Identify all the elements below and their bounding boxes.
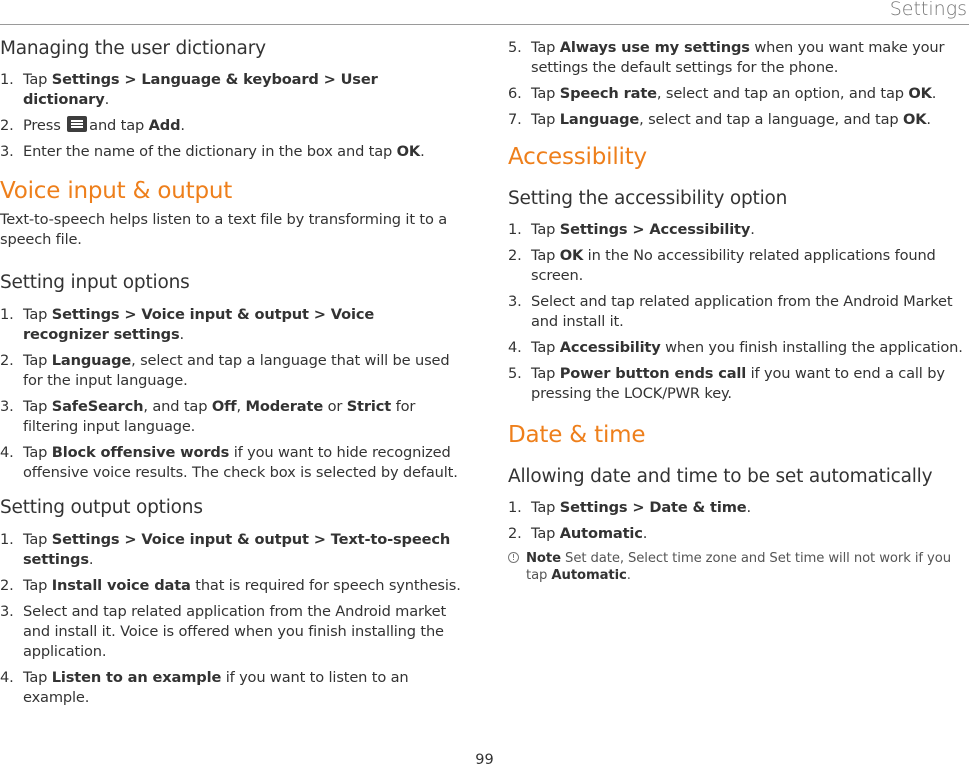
datetime-heading: Allowing date and time to be set automatically (508, 466, 933, 487)
list-item: 2. Tap Language, select and tap a language that will be used for the input language. (0, 352, 450, 389)
info-icon: ! (508, 552, 519, 563)
list-item: 1. Tap Settings > Voice input & output > Voice recognizer settings. (0, 306, 375, 343)
list-item: 4. Tap Block offensive words if you want to hide recognized offensive voice results. The check box is selected by default. (0, 444, 458, 481)
list-item: 7. Tap Language, select and tap a language, and tap OK. (508, 111, 931, 128)
datetime-note: ! Note Set date, Select time zone and Set time will not work if you tap Automatic. (508, 550, 969, 584)
header-rule (0, 24, 969, 25)
list-item: 3. Select and tap related application from the Android Market and install it. (508, 293, 953, 330)
output-options-heading: Setting output options (0, 497, 203, 518)
input-options-heading: Setting input options (0, 272, 190, 293)
list-item: 5. Tap Always use my settings when you want make your settings the default settings for the phone. (508, 39, 945, 76)
list-item: 4. Tap Accessibility when you finish installing the application. (508, 339, 963, 356)
datetime-steps (508, 498, 969, 544)
accessibility-section-title: Accessibility (508, 144, 647, 170)
list-item: 3. Select and tap related application from the Android market and install it. Voice is offered when you finish installing the application. (0, 603, 447, 660)
list-item: 6. Tap Speech rate, select and tap an option, and tap OK. (508, 85, 937, 102)
list-item: 5. Tap Power button ends call if you want to end a call by pressing the LOCK/PWR key. (508, 365, 945, 402)
list-item: 2. Tap Install voice data that is required for speech synthesis. (0, 577, 461, 594)
left-column (0, 36, 462, 714)
list-item: 1. Tap Settings > Voice input & output > Text-to-speech settings. (0, 531, 451, 568)
menu-icon (67, 116, 87, 132)
list-item: 2. Tap Automatic. (508, 525, 648, 542)
list-item: 1. Tap Settings > Accessibility. (508, 221, 755, 238)
user-dictionary-heading: Managing the user dictionary (0, 38, 266, 59)
list-item: 1. Tap Settings > Language & keyboard > User dictionary. (0, 71, 378, 108)
user-dictionary-steps (0, 70, 462, 162)
voice-intro: Text-to-speech helps listen to a text file by transforming it to a speech file. (0, 211, 448, 248)
input-options-steps (0, 305, 462, 483)
list-item: 2. Tap OK in the No accessibility related applications found screen. (508, 247, 936, 284)
list-item: 1. Tap Settings > Date & time. (508, 499, 752, 516)
accessibility-heading: Setting the accessibility option (508, 188, 788, 209)
page-number: 99 (475, 752, 494, 767)
output-options-steps (0, 530, 462, 708)
datetime-section-title: Date & time (508, 422, 646, 448)
list-item: 3. Tap SafeSearch, and tap Off, Moderate or Strict for filtering input language. (0, 398, 416, 435)
list-item: 2. Press and tap Add. (0, 117, 185, 134)
running-header-title: Settings (889, 0, 967, 20)
right-column (508, 38, 969, 584)
voice-section-title: Voice input & output (0, 178, 233, 204)
accessibility-steps (508, 220, 969, 404)
list-item: 3. Enter the name of the dictionary in the box and tap OK. (0, 143, 425, 160)
list-item: 4. Tap Listen to an example if you want to listen to an example. (0, 669, 409, 706)
voice-output-steps-continued (508, 38, 969, 130)
